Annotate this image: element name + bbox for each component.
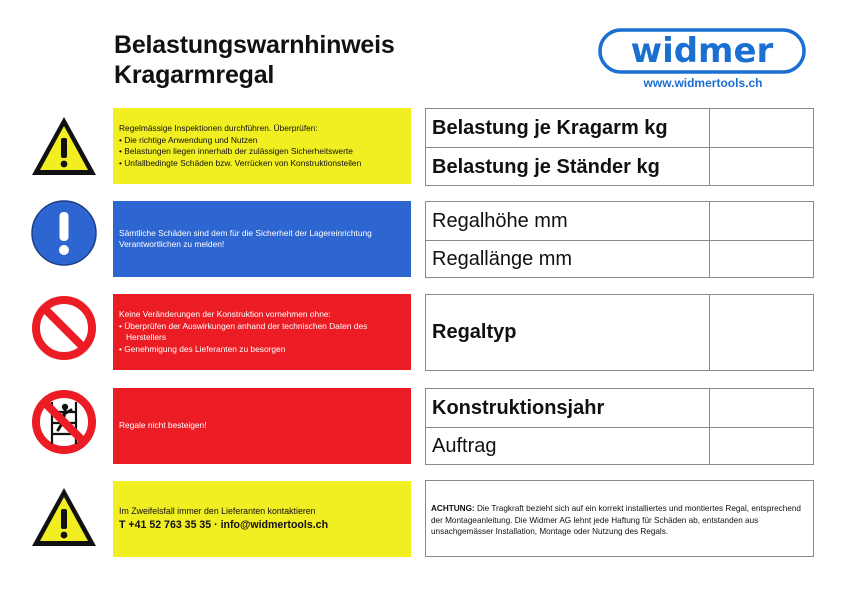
no-climbing-icon bbox=[30, 388, 98, 456]
report-damage-text: Sämtliche Schäden sind dem für die Sicherheit der Lagereinrichtung Verantwortlichen zu melden! bbox=[119, 227, 372, 249]
warning-triangle-icon bbox=[30, 113, 98, 181]
construction-table bbox=[425, 388, 814, 465]
no-climbing-text: Regale nicht besteigen! bbox=[119, 420, 207, 431]
inspection-bullet: • Die richtige Anwendung und Nutzen bbox=[119, 134, 258, 145]
field-row-belastung-kragarm bbox=[426, 109, 813, 147]
page-title bbox=[114, 30, 395, 90]
regaltyp-label: Regaltyp bbox=[432, 321, 517, 343]
auftrag-value[interactable] bbox=[709, 428, 813, 465]
field-row-belastung-staender bbox=[426, 147, 813, 186]
no-modification-intro: Keine Veränderungen der Konstruktion vornehmen ohne: bbox=[119, 309, 331, 319]
regalhoehe-label: Regalhöhe mm bbox=[432, 209, 568, 232]
field-row-regalhoehe bbox=[426, 202, 813, 240]
field-row-regallaenge bbox=[426, 240, 813, 278]
contact-supplier-band bbox=[113, 481, 411, 557]
no-modification-band bbox=[113, 294, 411, 370]
report-damage-band bbox=[113, 201, 411, 277]
widmer-logo bbox=[598, 28, 806, 74]
inspection-warning-band bbox=[113, 108, 411, 184]
field-row-konstruktionsjahr bbox=[426, 389, 813, 427]
konstruktionsjahr-label: Konstruktionsjahr bbox=[432, 396, 605, 419]
belastung-staender-value[interactable] bbox=[709, 148, 813, 186]
note-text: Die Tragkraft bezieht sich auf ein korrekt installiertes und montiertes Regal, entsprechend der Montageanleitung. Die Widmer AG lehnt jede Haftung für Schäden ab, entstanden aus unsachgemässer Installation, Montage oder Nutzung des Regals. bbox=[431, 504, 801, 537]
dimension-table bbox=[425, 201, 814, 278]
website-link[interactable]: www.widmertools.ch bbox=[643, 76, 763, 90]
exclamation-circle-icon bbox=[30, 199, 98, 267]
contact-phone-email: T +41 52 763 35 35 · info@widmertools.ch bbox=[119, 518, 329, 531]
title-line-2: Kragarmregal bbox=[114, 61, 275, 89]
contact-supplier-text: Im Zweifelsfall immer den Lieferanten kontaktieren bbox=[119, 506, 316, 517]
no-modification-bullet: • Überprüfen der Auswirkungen anhand der technischen Daten des Herstellers bbox=[119, 320, 368, 342]
field-row-auftrag bbox=[426, 427, 813, 465]
belastung-staender-label: Belastung je Ständer kg bbox=[432, 155, 660, 178]
belastung-kragarm-value[interactable] bbox=[709, 109, 813, 147]
regallaenge-value[interactable] bbox=[709, 241, 813, 278]
field-row-regaltyp bbox=[426, 295, 813, 370]
inspection-intro: Regelmässige Inspektionen durchführen. Überprüfen: bbox=[119, 123, 318, 133]
liability-note bbox=[425, 480, 814, 557]
auftrag-label: Auftrag bbox=[432, 435, 497, 457]
prohibition-icon bbox=[30, 294, 98, 362]
regallaenge-label: Regallänge mm bbox=[432, 248, 573, 270]
logo-text: widmer bbox=[630, 31, 774, 71]
konstruktionsjahr-value[interactable] bbox=[709, 389, 813, 427]
belastung-kragarm-label: Belastung je Kragarm kg bbox=[432, 116, 668, 139]
inspection-bullet: • Belastungen liegen innerhalb der zulässigen Sicherheitswerte bbox=[119, 146, 353, 156]
regaltyp-value[interactable] bbox=[709, 295, 813, 370]
warning-triangle-icon bbox=[30, 484, 98, 552]
regalhoehe-value[interactable] bbox=[709, 202, 813, 240]
no-modification-bullet: • Genehmigung des Lieferanten zu besorgen bbox=[119, 343, 286, 354]
title-line-1: Belastungswarnhinweis bbox=[114, 31, 395, 59]
no-climbing-band bbox=[113, 388, 411, 464]
note-label: ACHTUNG: bbox=[431, 504, 475, 513]
type-table bbox=[425, 294, 814, 371]
inspection-bullet: • Unfallbedingte Schäden bzw. Verrücken von Konstruktionsteilen bbox=[119, 157, 362, 168]
load-table bbox=[425, 108, 814, 186]
